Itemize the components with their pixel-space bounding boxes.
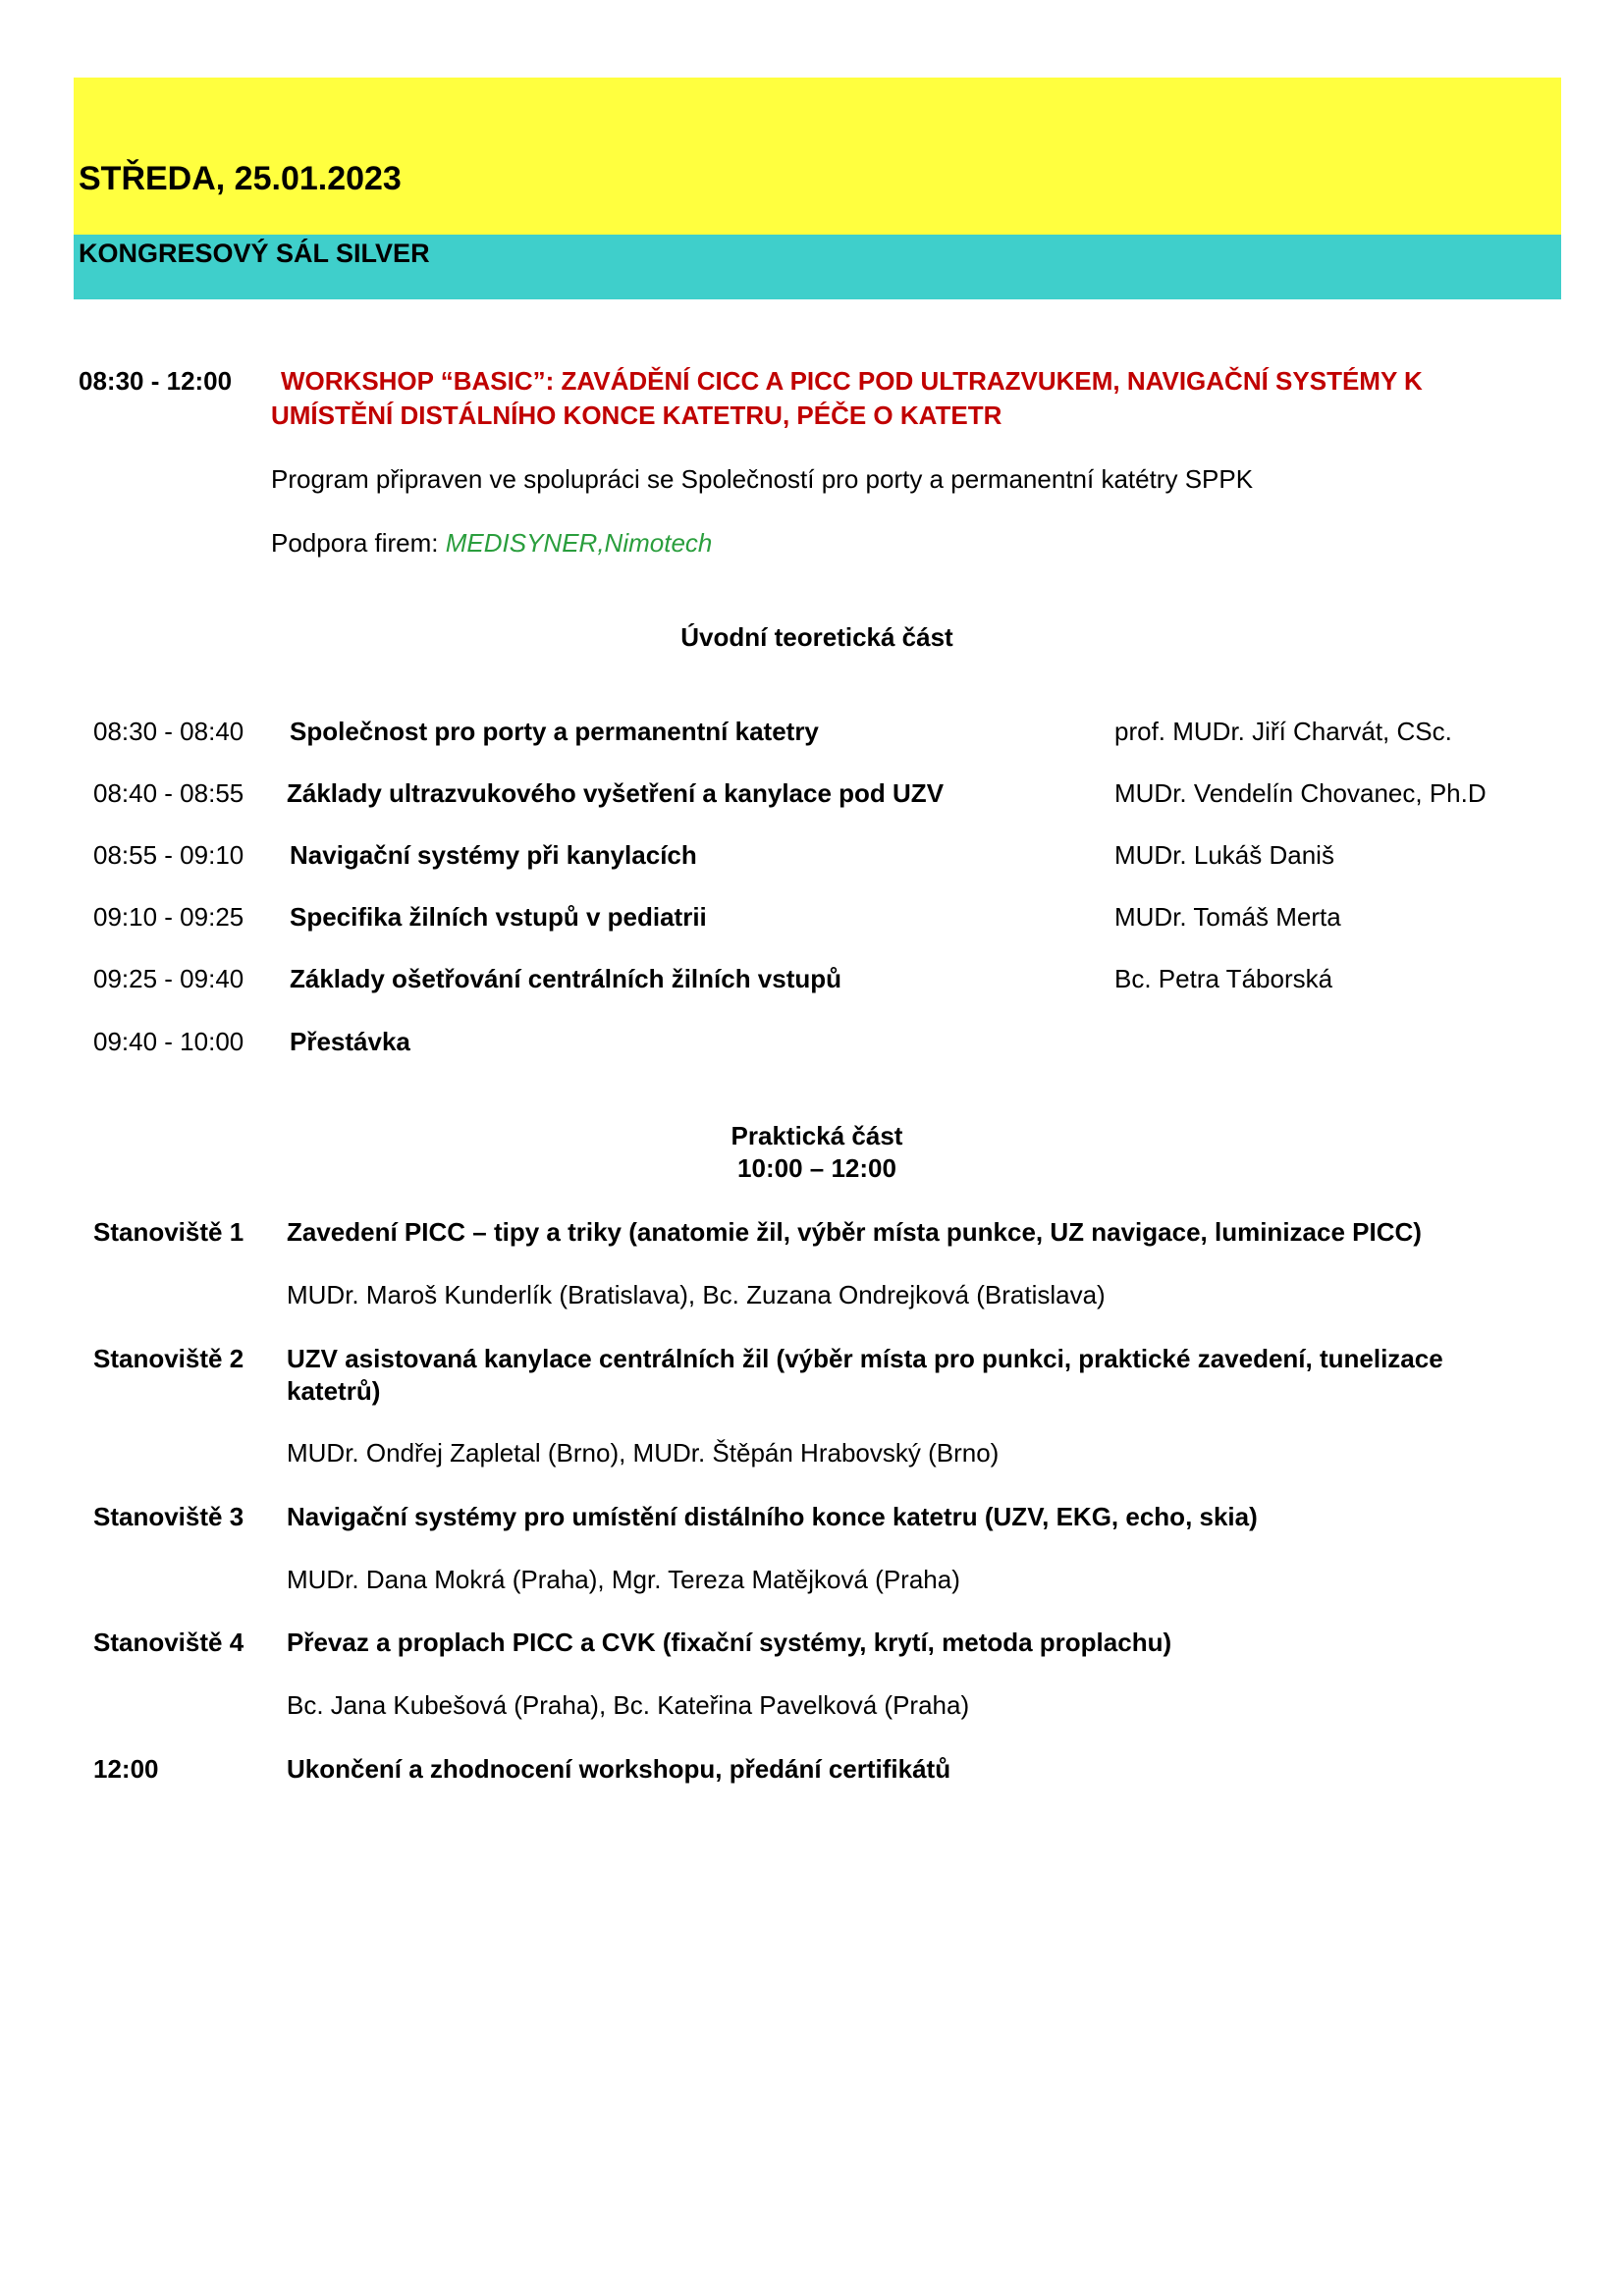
station-title: Navigační systémy pro umístění distálního konce katetru (UZV, EKG, echo, skia) xyxy=(287,1502,1258,1531)
support-line xyxy=(271,527,712,559)
theory-time: 09:25 - 09:40 xyxy=(93,964,244,993)
practical-time: 10:00 – 12:00 xyxy=(737,1153,896,1183)
station-title: Zavedení PICC – tipy a triky (anatomie žil, výběr místa punkce, UZ navigace, luminizace PICC) xyxy=(287,1217,1422,1247)
workshop-title-line1: WORKSHOP “BASIC”: ZAVÁDĚNÍ CICC A PICC POD ULTRAZVUKEM, NAVIGAČNÍ SYSTÉMY K xyxy=(281,366,1423,396)
theory-speaker: prof. MUDr. Jiří Charvát, CSc. xyxy=(1114,717,1452,746)
theory-time: 09:40 - 10:00 xyxy=(93,1027,244,1056)
workshop-time: 08:30 - 12:00 xyxy=(79,366,233,396)
station-title: Převaz a proplach PICC a CVK (fixační systémy, krytí, metoda proplachu) xyxy=(287,1628,1172,1657)
support-label: Podpora firem: xyxy=(271,528,446,558)
hall-title: KONGRESOVÝ SÁL SILVER xyxy=(79,239,430,268)
theory-title: Přestávka xyxy=(290,1027,410,1056)
station-instructors: Bc. Jana Kubešová (Praha), Bc. Kateřina Pavelková (Praha) xyxy=(287,1690,970,1720)
theory-title: Základy ošetřování centrálních žilních vstupů xyxy=(290,964,842,993)
day-title: STŘEDA, 25.01.2023 xyxy=(79,160,402,197)
theory-heading: Úvodní teoretická část xyxy=(680,622,953,652)
theory-time: 08:55 - 09:10 xyxy=(93,840,244,870)
theory-time: 08:30 - 08:40 xyxy=(93,717,244,746)
theory-title: Navigační systémy při kanylacích xyxy=(290,840,697,870)
program-note: Program připraven ve spolupráci se Společností pro porty a permanentní katétry SPPK xyxy=(271,464,1254,494)
day-banner xyxy=(74,78,1561,235)
theory-time: 08:40 - 08:55 xyxy=(93,778,244,808)
practical-heading: Praktická část xyxy=(731,1121,903,1150)
station-instructors: MUDr. Maroš Kunderlík (Bratislava), Bc. Zuzana Ondrejková (Bratislava) xyxy=(287,1280,1106,1309)
station-label: Stanoviště 3 xyxy=(93,1502,244,1531)
theory-title: Společnost pro porty a permanentní katetry xyxy=(290,717,819,746)
station-label: Stanoviště 4 xyxy=(93,1628,244,1657)
station-title: UZV asistovaná kanylace centrálních žil (výběr místa pro punkci, praktické zavedení, tunelizace xyxy=(287,1344,1443,1373)
station-label: Stanoviště 1 xyxy=(93,1217,244,1247)
theory-speaker: MUDr. Vendelín Chovanec, Ph.D xyxy=(1114,778,1487,808)
station-label: Stanoviště 2 xyxy=(93,1344,244,1373)
station-instructors: MUDr. Dana Mokrá (Praha), Mgr. Tereza Matějková (Praha) xyxy=(287,1565,960,1594)
support-companies: MEDISYNER,Nimotech xyxy=(445,528,713,558)
theory-time: 09:10 - 09:25 xyxy=(93,902,244,932)
station-instructors: MUDr. Ondřej Zapletal (Brno), MUDr. Štěpán Hrabovský (Brno) xyxy=(287,1438,1000,1468)
theory-speaker: MUDr. Lukáš Daniš xyxy=(1114,840,1334,870)
theory-title: Základy ultrazvukového vyšetření a kanylace pod UZV xyxy=(287,778,945,808)
theory-speaker: MUDr. Tomáš Merta xyxy=(1114,902,1341,932)
theory-title: Specifika žilních vstupů v pediatrii xyxy=(290,902,707,932)
theory-speaker: Bc. Petra Táborská xyxy=(1114,964,1333,993)
workshop-title-line2: UMÍSTĚNÍ DISTÁLNÍHO KONCE KATETRU, PÉČE O KATETR xyxy=(271,400,1002,430)
closing-title: Ukončení a zhodnocení workshopu, předání certifikátů xyxy=(287,1754,951,1784)
closing-time: 12:00 xyxy=(93,1754,159,1784)
station-title-cont: katetrů) xyxy=(287,1376,381,1406)
